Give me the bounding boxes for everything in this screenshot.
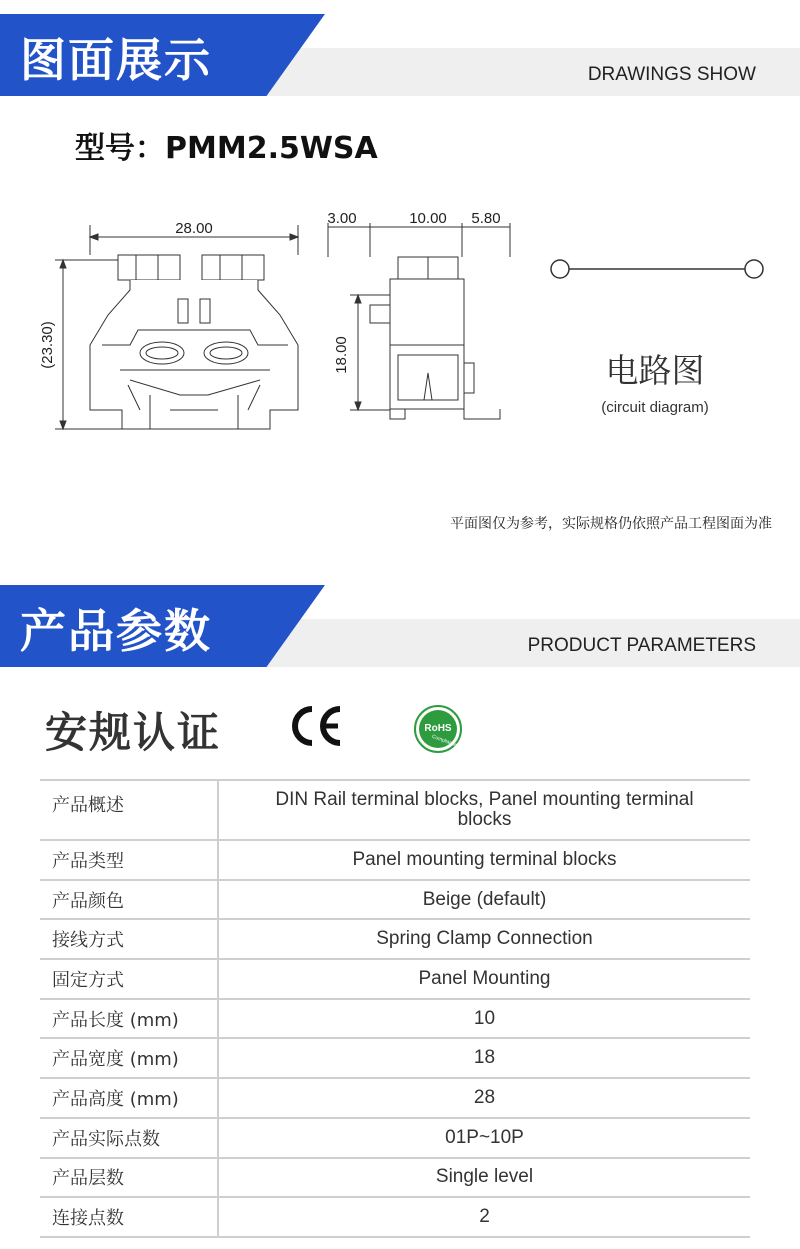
dim-side-height-label: 18.00	[333, 336, 350, 374]
table-row	[40, 1078, 750, 1118]
table-row	[40, 840, 750, 880]
table-row	[40, 780, 750, 840]
terminal-node-icon	[745, 260, 763, 278]
param-value: 10	[218, 999, 750, 1039]
dim-width-label: 28.00	[175, 220, 213, 237]
param-value: 01P~10P	[218, 1118, 750, 1158]
param-key: 产品概述	[40, 780, 218, 840]
section-title-en: DRAWINGS SHOW	[587, 64, 756, 85]
table-row	[40, 959, 750, 999]
table-row	[40, 880, 750, 920]
param-key: 产品实际点数	[40, 1118, 218, 1158]
rohs-compliance-text: Compliance	[430, 733, 458, 749]
model-number: 型号：PMM2.5WSA	[75, 131, 378, 166]
circuit-title: 电路图	[605, 351, 705, 390]
rohs-text: RoHS	[424, 723, 452, 734]
technical-drawing	[30, 195, 520, 445]
table-row	[40, 1118, 750, 1158]
param-value: 28	[218, 1078, 750, 1118]
param-value: 2	[218, 1197, 750, 1237]
certification-title: 安规认证	[45, 708, 222, 757]
param-key: 产品类型	[40, 840, 218, 880]
param-key: 连接点数	[40, 1197, 218, 1237]
param-key: 产品宽度 (mm)	[40, 1038, 218, 1078]
param-key: 产品层数	[40, 1158, 218, 1198]
table-row	[40, 919, 750, 959]
param-key: 接线方式	[40, 919, 218, 959]
circuit-subtitle: (circuit diagram)	[601, 399, 709, 416]
dim-b-label: 10.00	[409, 210, 447, 227]
param-value: 18	[218, 1038, 750, 1078]
parameters-section-banner	[0, 585, 800, 667]
section-title-en: PRODUCT PARAMETERS	[527, 635, 756, 656]
param-key: 产品长度 (mm)	[40, 999, 218, 1039]
dim-height-label: (23.30)	[39, 321, 56, 369]
drawing-disclaimer: 平面图仅为参考，实际规格仍依照产品工程图面为准	[450, 516, 772, 532]
dim-a-label: 3.00	[327, 210, 357, 227]
section-title-cn: 产品参数	[20, 604, 212, 658]
circuit-diagram	[540, 250, 770, 290]
table-row	[40, 1158, 750, 1198]
param-key: 产品颜色	[40, 880, 218, 920]
param-value: Beige (default)	[218, 880, 750, 920]
param-value: Panel Mounting	[218, 959, 750, 999]
rohs-compliance-icon	[410, 704, 466, 754]
ce-mark-icon	[288, 705, 344, 747]
terminal-node-icon	[551, 260, 569, 278]
param-key: 固定方式	[40, 959, 218, 999]
table-row	[40, 999, 750, 1039]
param-key: 产品高度 (mm)	[40, 1078, 218, 1118]
dim-c-label: 5.80	[471, 210, 501, 227]
section-title-cn: 图面展示	[20, 33, 212, 87]
param-value: Panel mounting terminal blocks	[218, 840, 750, 880]
table-row	[40, 1197, 750, 1237]
drawings-section-banner	[0, 14, 800, 96]
param-value: Single level	[218, 1158, 750, 1198]
param-value: Spring Clamp Connection	[218, 919, 750, 959]
parameters-table	[40, 779, 750, 1238]
param-value: DIN Rail terminal blocks, Panel mounting terminal blocks	[218, 780, 750, 840]
table-row	[40, 1038, 750, 1078]
